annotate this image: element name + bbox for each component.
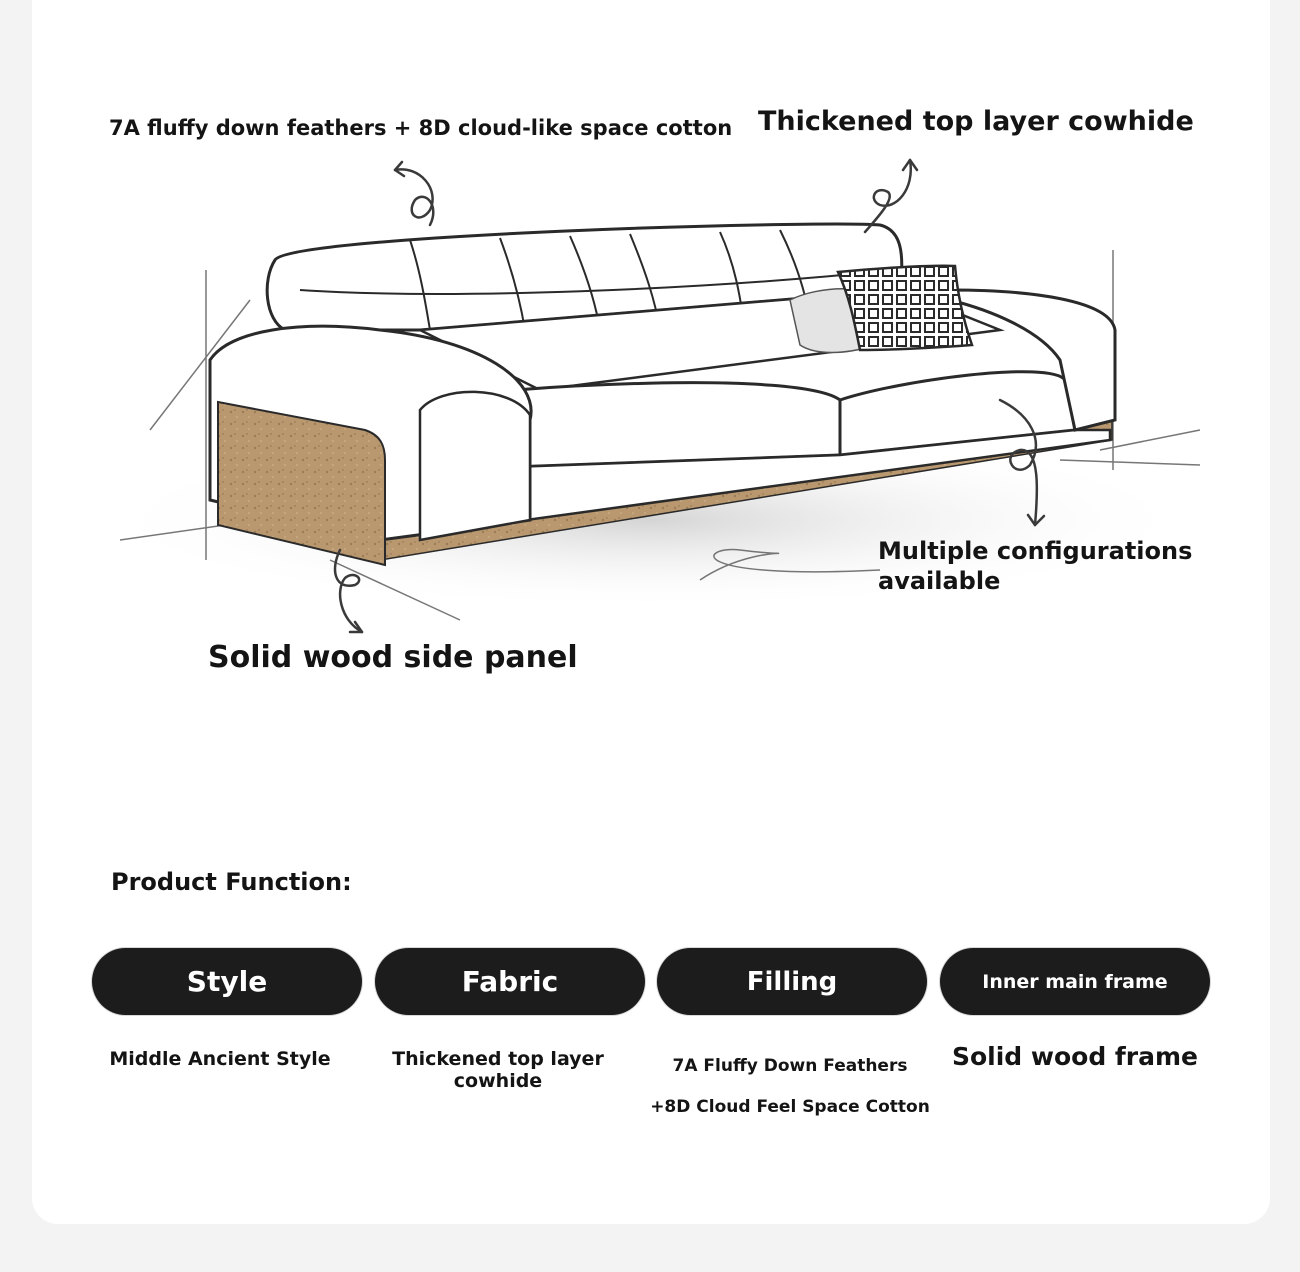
callout-configurations: Multiple configurations available [878, 537, 1193, 595]
inner-frame-value: Solid wood frame [951, 1042, 1199, 1071]
product-function-title: Product Function: [111, 868, 352, 896]
inner-frame-pill: Inner main frame [940, 948, 1210, 1015]
filling-value-line2: +8D Cloud Feel Space Cotton [650, 1097, 930, 1117]
filling-value-line1: 7A Fluffy Down Feathers [672, 1056, 908, 1076]
filling-value [650, 1046, 930, 1128]
arrow-feathers [395, 169, 433, 225]
fabric-pill: Fabric [375, 948, 645, 1015]
checkered-pillow [838, 266, 972, 350]
fabric-value: Thickened top layer cowhide [392, 1048, 604, 1092]
filling-pill: Filling [657, 948, 927, 1015]
left-arm-front [420, 392, 530, 540]
callout-side-panel: Solid wood side panel [208, 640, 578, 675]
callout-filling: 7A fluffy down feathers + 8D cloud-like space cotton [109, 116, 733, 140]
callout-cowhide: Thickened top layer cowhide [758, 106, 1194, 137]
style-pill: Style [92, 948, 362, 1015]
style-value: Middle Ancient Style [109, 1048, 331, 1070]
